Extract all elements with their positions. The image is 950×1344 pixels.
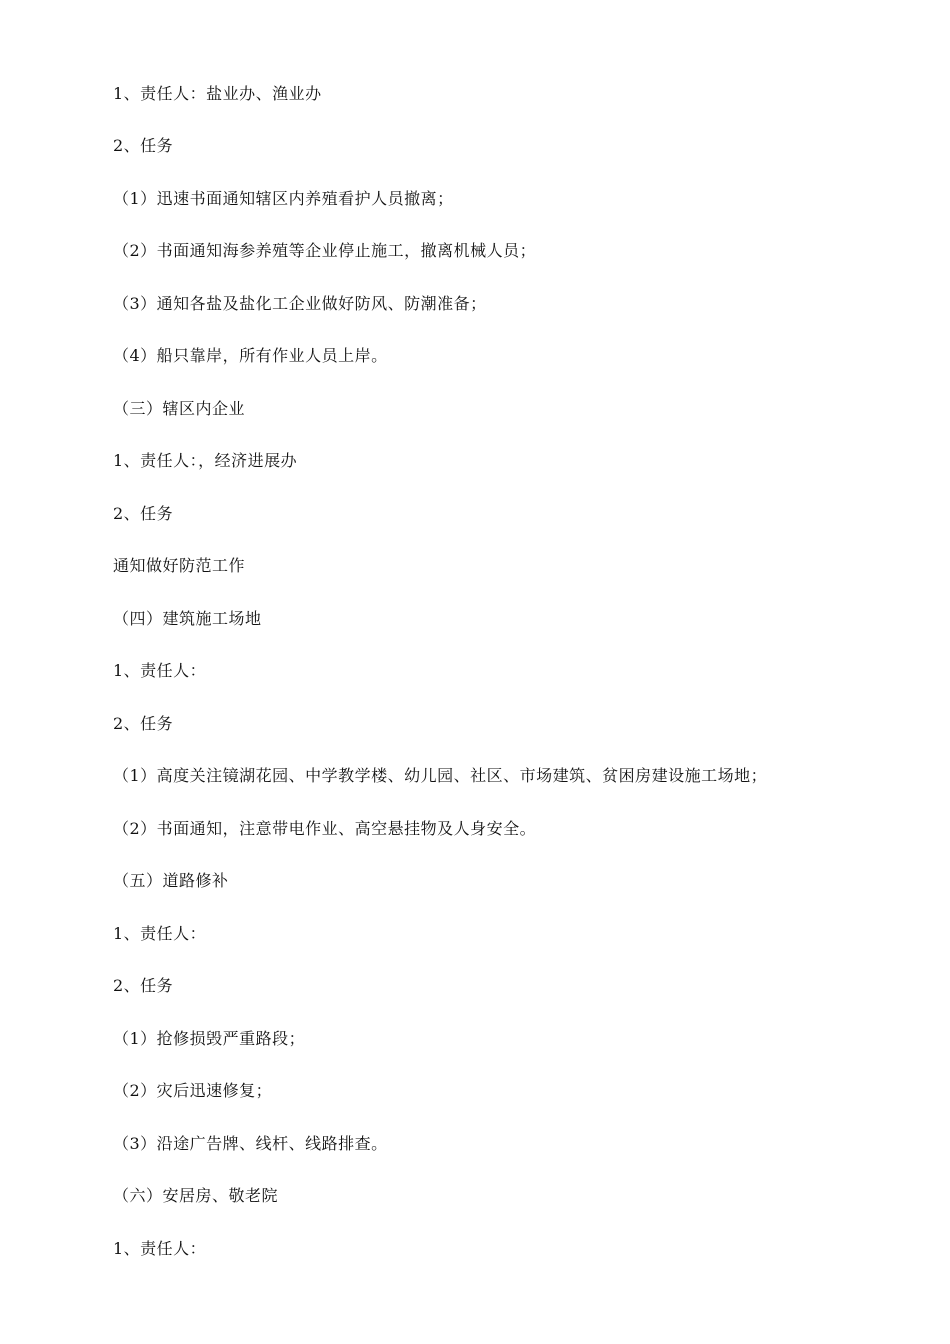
- text-line: 2、任务: [113, 136, 174, 155]
- text-line: （3）沿途广告牌、线杆、线路排查。: [113, 1134, 388, 1153]
- text-line: （2）书面通知海参养殖等企业停止施工，撤离机械人员；: [113, 241, 537, 260]
- section-heading: （五）道路修补: [113, 871, 229, 890]
- text-line: 2、任务: [113, 976, 174, 995]
- text-line: 1、责任人：: [113, 1239, 207, 1258]
- text-line: （1）高度关注镜湖花园、中学教学楼、幼儿园、社区、市场建筑、贫困房建设施工场地；: [113, 766, 768, 785]
- text-line: 通知做好防范工作: [113, 556, 246, 575]
- text-line: （1）抢修损毁严重路段；: [113, 1029, 306, 1048]
- text-line: 1、责任人：盐业办、渔业办: [113, 84, 322, 103]
- text-line: （1）迅速书面通知辖区内养殖看护人员撤离；: [113, 189, 454, 208]
- text-line: （3）通知各盐及盐化工企业做好防风、防潮准备；: [113, 294, 487, 313]
- section-heading: （四）建筑施工场地: [113, 609, 262, 628]
- section-heading: （六）安居房、敬老院: [113, 1186, 279, 1205]
- text-line: 2、任务: [113, 714, 174, 733]
- text-line: （2）书面通知，注意带电作业、高空悬挂物及人身安全。: [113, 819, 537, 838]
- text-line: 1、责任人：，经济进展办: [113, 451, 298, 470]
- text-line: （2）灾后迅速修复；: [113, 1081, 273, 1100]
- text-line: 1、责任人：: [113, 924, 207, 943]
- text-line: （4）船只靠岸，所有作业人员上岸。: [113, 346, 388, 365]
- text-line: 1、责任人：: [113, 661, 207, 680]
- text-line: 2、任务: [113, 504, 174, 523]
- section-heading: （三）辖区内企业: [113, 399, 246, 418]
